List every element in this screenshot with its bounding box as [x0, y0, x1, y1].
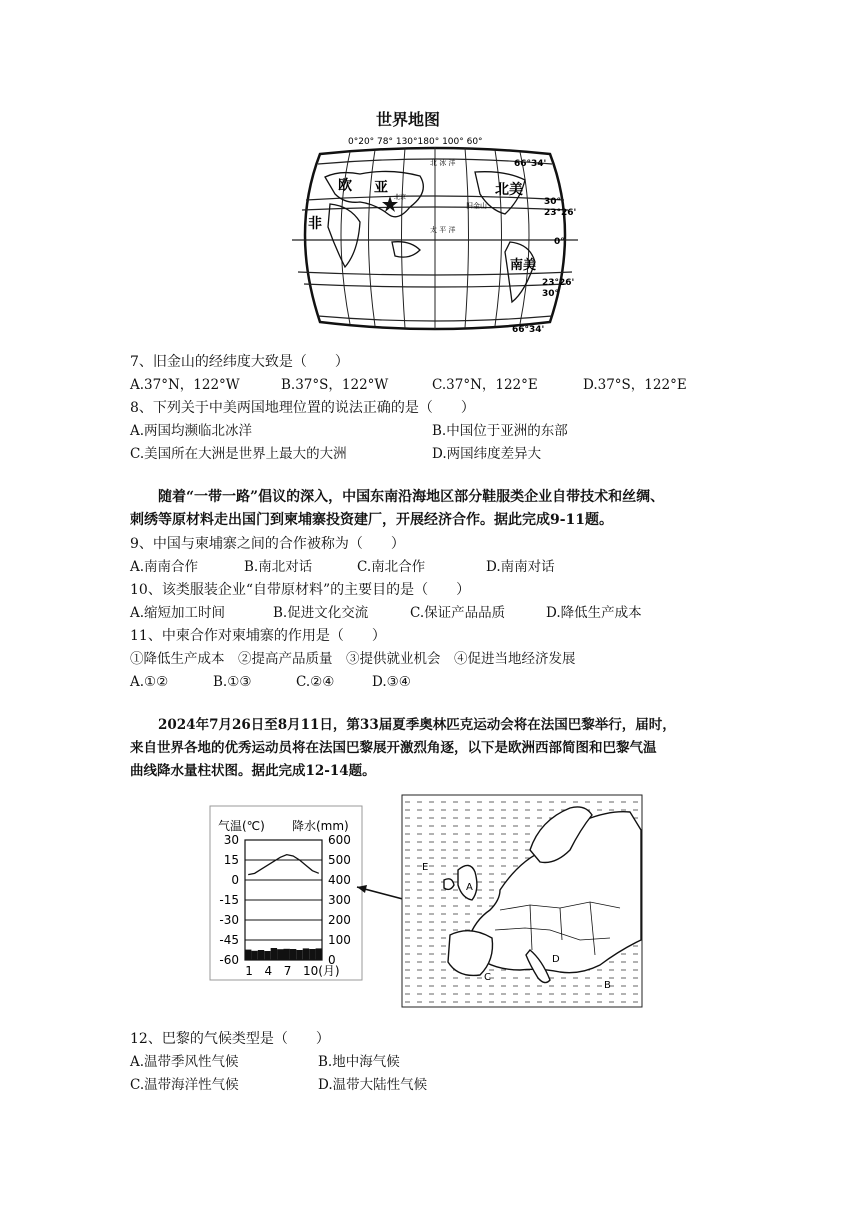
- label-south-america: 南美: [510, 258, 537, 273]
- passage-2-line-3: 曲线降水量柱状图。据此完成12-14题。: [130, 763, 376, 779]
- precip-bar: [277, 949, 283, 960]
- precip-tick-label: 400: [328, 873, 351, 887]
- question-7: 7、旧金山的经纬度大致是（ ）: [130, 354, 349, 370]
- q10-option-b[interactable]: B.促进文化交流: [273, 605, 369, 621]
- precip-bar: [271, 948, 277, 960]
- map-label-b: B: [604, 980, 611, 991]
- precip-tick-label: 600: [328, 833, 351, 847]
- precip-tick-label: 200: [328, 913, 351, 927]
- label-africa: 非: [308, 216, 322, 232]
- passage-1-line-2: 刺绣等原材料走出国门到柬埔寨投资建厂，开展经济合作。据此完成9-11题。: [130, 512, 614, 528]
- temp-tick-label: 30: [223, 833, 239, 847]
- q9-option-b[interactable]: B.南北对话: [244, 559, 313, 575]
- lat-label: 30°: [542, 289, 560, 299]
- q8-option-b[interactable]: B.中国位于亚洲的东部: [432, 423, 568, 439]
- temp-tick-label: -30: [219, 913, 239, 927]
- q10-option-a[interactable]: A.缩短加工时间: [130, 605, 226, 621]
- q7-option-d[interactable]: D.37°S，122°E: [583, 377, 687, 393]
- q11-option-d[interactable]: D.③④: [372, 674, 411, 690]
- lat-label: 23°26': [544, 208, 577, 218]
- q12-option-c[interactable]: C.温带海洋性气候: [130, 1077, 239, 1093]
- label-europe: 欧: [338, 178, 352, 194]
- temp-tick-label: -60: [219, 953, 239, 967]
- precip-bar: [303, 948, 309, 960]
- precip-axis-label: 降水(mm): [292, 819, 349, 833]
- q9-option-c[interactable]: C.南北合作: [357, 559, 426, 575]
- label-asia: 亚: [374, 180, 388, 196]
- lat-label: 0°: [554, 237, 565, 247]
- map-label-c: C: [484, 972, 491, 983]
- precip-tick-label: 100: [328, 933, 351, 947]
- q11-option-c[interactable]: C.②④: [296, 674, 335, 690]
- q11-option-b[interactable]: B.①③: [213, 674, 252, 690]
- iberia: [448, 931, 493, 976]
- precip-bar: [309, 949, 315, 960]
- month-tick-label: 7: [283, 964, 292, 978]
- precip-bar: [284, 949, 290, 960]
- q12-option-b[interactable]: B.地中海气候: [318, 1054, 400, 1070]
- question-11: 11、中柬合作对柬埔寨的作用是（ ）: [130, 628, 386, 644]
- passage-1-line-1: 随着“一带一路”倡议的深入，中国东南沿海地区部分鞋服类企业自带技术和丝绸、: [158, 489, 665, 505]
- precip-bar: [258, 950, 264, 960]
- q7-option-c[interactable]: C.37°N，122°E: [432, 377, 538, 393]
- q11-statements: ①降低生产成本 ②提高产品质量 ③提供就业机会 ④促进当地经济发展: [130, 651, 576, 667]
- month-tick-label: 10(月): [302, 964, 340, 978]
- ireland: [444, 879, 454, 890]
- temp-tick-label: -45: [219, 933, 239, 947]
- label-san-francisco: 旧金山: [466, 202, 487, 210]
- question-10: 10、该类服装企业“自带原材料”的主要目的是（ ）: [130, 582, 471, 598]
- label-beijing: 北京: [394, 194, 407, 201]
- map-label-e: E: [422, 862, 429, 873]
- precip-bar: [251, 951, 257, 960]
- temperature-line: [248, 855, 319, 875]
- month-tick-label: 1: [245, 964, 253, 978]
- precip-bar: [245, 950, 251, 960]
- temp-tick-label: -15: [219, 893, 239, 907]
- temp-tick-label: 0: [231, 873, 239, 887]
- precip-tick-label: 500: [328, 853, 351, 867]
- world-map: [280, 132, 590, 337]
- temp-tick-label: 15: [223, 853, 239, 867]
- q10-option-d[interactable]: D.降低生产成本: [546, 605, 642, 621]
- label-north-america: 北美: [495, 182, 523, 198]
- temp-axis-label: 气温(℃): [218, 819, 265, 833]
- lat-label: 66°34': [514, 159, 547, 169]
- map-label-a: A: [466, 882, 473, 893]
- q7-option-a[interactable]: A.37°N，122°W: [130, 377, 240, 393]
- q8-option-c[interactable]: C.美国所在大洲是世界上最大的大洲: [130, 446, 347, 462]
- climate-figure: [200, 790, 660, 1020]
- q7-option-b[interactable]: B.37°S，122°W: [281, 377, 389, 393]
- precip-tick-label: 0: [328, 953, 336, 967]
- top-longitude-labels: 0°20° 78° 130°180° 100° 60°: [348, 137, 483, 147]
- map-label-d: D: [552, 954, 560, 965]
- lat-label: 30°: [544, 197, 562, 207]
- label-arctic-ocean: 北 冰 洋: [430, 159, 456, 167]
- q12-option-d[interactable]: D.温带大陆性气候: [318, 1077, 428, 1093]
- label-pacific: 太 平 洋: [430, 226, 456, 234]
- precip-bar: [316, 948, 322, 960]
- q11-option-a[interactable]: A.①②: [130, 674, 169, 690]
- q9-option-d[interactable]: D.南南对话: [486, 559, 555, 575]
- question-9: 9、中国与柬埔寨之间的合作被称为（ ）: [130, 536, 405, 552]
- precip-bar: [264, 951, 270, 960]
- q8-option-a[interactable]: A.两国均濒临北冰洋: [130, 423, 253, 439]
- passage-2-line-1: 2024年7月26日至8月11日，第33届夏季奥林匹克运动会将在法国巴黎举行，届时，: [158, 717, 676, 733]
- precip-bar: [296, 950, 302, 960]
- lat-label: 23°26': [542, 278, 575, 288]
- q8-option-d[interactable]: D.两国纬度差异大: [432, 446, 542, 462]
- q10-option-c[interactable]: C.保证产品品质: [410, 605, 506, 621]
- month-tick-label: 4: [264, 964, 273, 978]
- question-8: 8、下列关于中美两国地理位置的说法正确的是（ ）: [130, 400, 475, 416]
- q9-option-a[interactable]: A.南南合作: [130, 559, 199, 575]
- precip-tick-label: 300: [328, 893, 351, 907]
- precip-bar: [290, 949, 296, 960]
- world-map-title: 世界地图: [376, 110, 441, 129]
- lat-label: 66°34': [512, 325, 545, 335]
- passage-2-line-2: 来自世界各地的优秀运动员将在法国巴黎展开激烈角逐，以下是欧洲西部简图和巴黎气温: [130, 740, 657, 756]
- question-12: 12、巴黎的气候类型是（ ）: [130, 1031, 330, 1047]
- q12-option-a[interactable]: A.温带季风性气候: [130, 1054, 239, 1070]
